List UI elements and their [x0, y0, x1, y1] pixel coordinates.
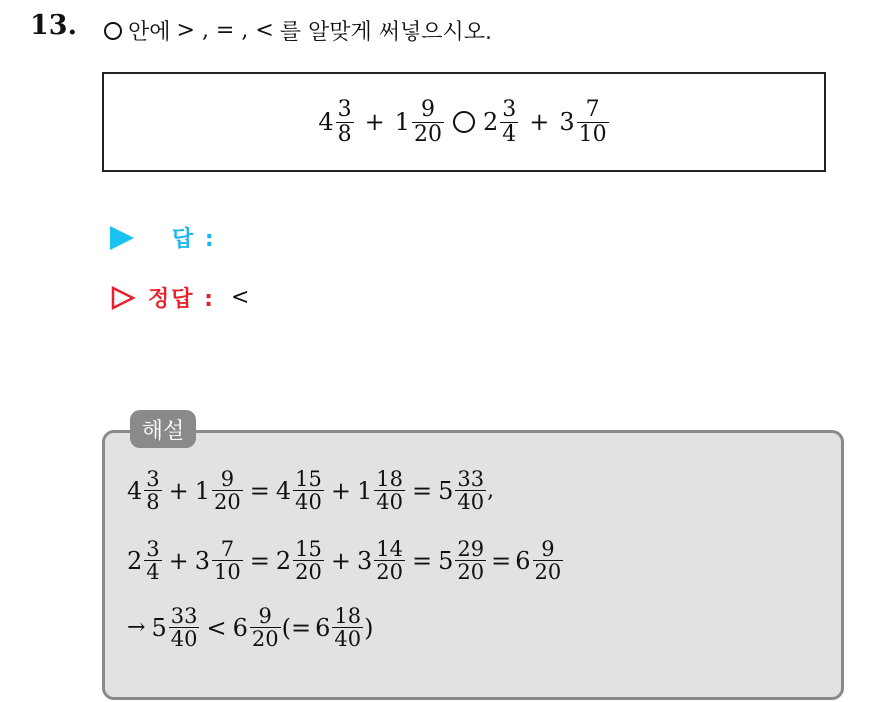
fraction	[374, 538, 405, 583]
denominator: 20	[251, 627, 279, 652]
whole-part: 1	[194, 476, 211, 505]
equals-sign: =	[249, 476, 270, 505]
correct-answer-value: <	[230, 285, 250, 310]
plus-sign: +	[168, 476, 189, 505]
whole-part: 5	[151, 613, 167, 642]
numerator: 9	[541, 537, 555, 561]
question-text-after: 를 알맞게 써넣으시오.	[279, 20, 493, 45]
fraction	[577, 98, 609, 145]
plus-sign: +	[364, 108, 385, 136]
plus-sign: +	[168, 546, 189, 575]
denominator: 20	[295, 560, 322, 585]
whole-part: 2	[127, 546, 143, 575]
correct-answer-row	[110, 282, 249, 313]
denominator: 20	[214, 490, 241, 515]
mixed-number	[483, 98, 519, 145]
whole-part: 3	[357, 546, 373, 575]
whole-part: 5	[438, 546, 454, 575]
solution-box	[102, 430, 844, 700]
fraction	[250, 605, 281, 650]
right-arrow-icon: →	[127, 615, 146, 641]
fraction	[293, 538, 324, 583]
whole-part: 4	[275, 476, 292, 505]
mixed-number	[151, 605, 200, 650]
whole-part: 4	[318, 108, 334, 136]
denominator: 10	[214, 560, 241, 585]
numerator: 18	[376, 467, 404, 491]
numerator: 9	[421, 97, 435, 123]
solution-line-1	[127, 468, 494, 513]
whole-part: 5	[438, 476, 454, 505]
equals-sign: =	[412, 546, 433, 575]
denominator: 4	[146, 560, 160, 585]
whole-part: 6	[515, 546, 531, 575]
mixed-number	[357, 538, 406, 583]
mixed-number	[276, 538, 325, 583]
mixed-number	[195, 468, 244, 513]
mixed-number	[559, 98, 609, 145]
numerator: 33	[170, 604, 198, 628]
denominator: 40	[334, 627, 362, 652]
numerator: 9	[220, 467, 235, 491]
whole-part: 2	[483, 108, 499, 136]
denominator: 40	[170, 627, 198, 652]
whole-part: 1	[357, 476, 373, 505]
numerator: 9	[258, 604, 272, 628]
question-text	[104, 15, 492, 46]
question-text-before: 안에	[128, 20, 171, 45]
correct-answer-label: 정답 :	[148, 287, 215, 312]
play-filled-icon	[110, 226, 134, 250]
mixed-number	[438, 468, 487, 513]
answer-row	[110, 222, 216, 253]
plus-sign: +	[529, 108, 550, 136]
denominator: 8	[146, 490, 160, 515]
numerator: 14	[376, 537, 404, 561]
fraction	[336, 98, 354, 145]
fraction	[212, 538, 243, 583]
fraction	[332, 605, 363, 650]
denominator: 40	[295, 490, 322, 515]
fraction	[144, 538, 161, 583]
fraction	[293, 468, 324, 513]
paren-close: )	[364, 613, 374, 642]
numerator: 7	[220, 537, 235, 561]
whole-part: 2	[275, 546, 292, 575]
fraction	[144, 468, 161, 513]
problem-box	[102, 72, 826, 172]
solution-line-3	[127, 605, 373, 650]
mixed-number	[127, 468, 163, 513]
mixed-number	[318, 98, 354, 145]
numerator: 33	[457, 467, 485, 491]
whole-part: 4	[127, 476, 143, 505]
denominator: 8	[337, 121, 352, 147]
mixed-number	[127, 538, 163, 583]
mixed-number	[395, 98, 445, 145]
fraction	[374, 468, 405, 513]
whole-part: 6	[232, 613, 248, 642]
whole-part: 1	[394, 108, 410, 136]
fraction	[533, 538, 564, 583]
comma: ,	[487, 478, 495, 504]
fraction	[169, 605, 200, 650]
less-than-sign: <	[206, 613, 227, 642]
whole-part: 6	[315, 613, 331, 642]
denominator: 20	[457, 560, 485, 585]
denominator: 20	[534, 560, 562, 585]
denominator: 4	[502, 121, 517, 147]
numerator: 3	[337, 97, 352, 123]
paren-open: (=	[281, 613, 312, 642]
answer-label: 답 :	[172, 227, 216, 252]
mixed-number	[357, 468, 406, 513]
equals-sign: =	[249, 546, 270, 575]
fraction	[412, 98, 444, 145]
comparison-circle[interactable]	[453, 111, 475, 133]
denominator: 20	[376, 560, 404, 585]
whole-part: 3	[559, 108, 575, 136]
numerator: 15	[295, 467, 322, 491]
fraction	[500, 98, 518, 145]
equals-sign: =	[412, 476, 433, 505]
mixed-number	[195, 538, 244, 583]
numerator: 3	[502, 97, 517, 123]
numerator: 15	[295, 537, 322, 561]
solution-tag: 해설	[130, 410, 196, 448]
plus-sign: +	[330, 476, 352, 505]
mixed-number	[515, 538, 564, 583]
numerator: 29	[457, 537, 485, 561]
denominator: 20	[414, 121, 442, 147]
mixed-number	[276, 468, 325, 513]
plus-sign: +	[330, 546, 352, 575]
numerator: 7	[585, 97, 600, 123]
fraction	[455, 468, 486, 513]
denominator: 10	[578, 121, 607, 147]
mixed-number	[233, 605, 282, 650]
fraction	[455, 538, 486, 583]
mixed-number	[438, 538, 487, 583]
question-number: 13.	[30, 10, 77, 41]
mixed-number	[315, 605, 364, 650]
numerator: 3	[146, 467, 160, 491]
circle-icon	[104, 22, 122, 40]
numerator: 18	[334, 604, 362, 628]
play-outline-icon	[110, 285, 136, 311]
question-symbols: > , = , <	[176, 18, 274, 43]
problem-expression	[318, 98, 609, 145]
whole-part: 3	[194, 546, 211, 575]
numerator: 3	[146, 537, 160, 561]
fraction	[212, 468, 243, 513]
denominator: 40	[457, 490, 485, 515]
denominator: 40	[376, 490, 404, 515]
solution-line-2	[127, 538, 564, 583]
equals-sign: =	[491, 546, 512, 575]
